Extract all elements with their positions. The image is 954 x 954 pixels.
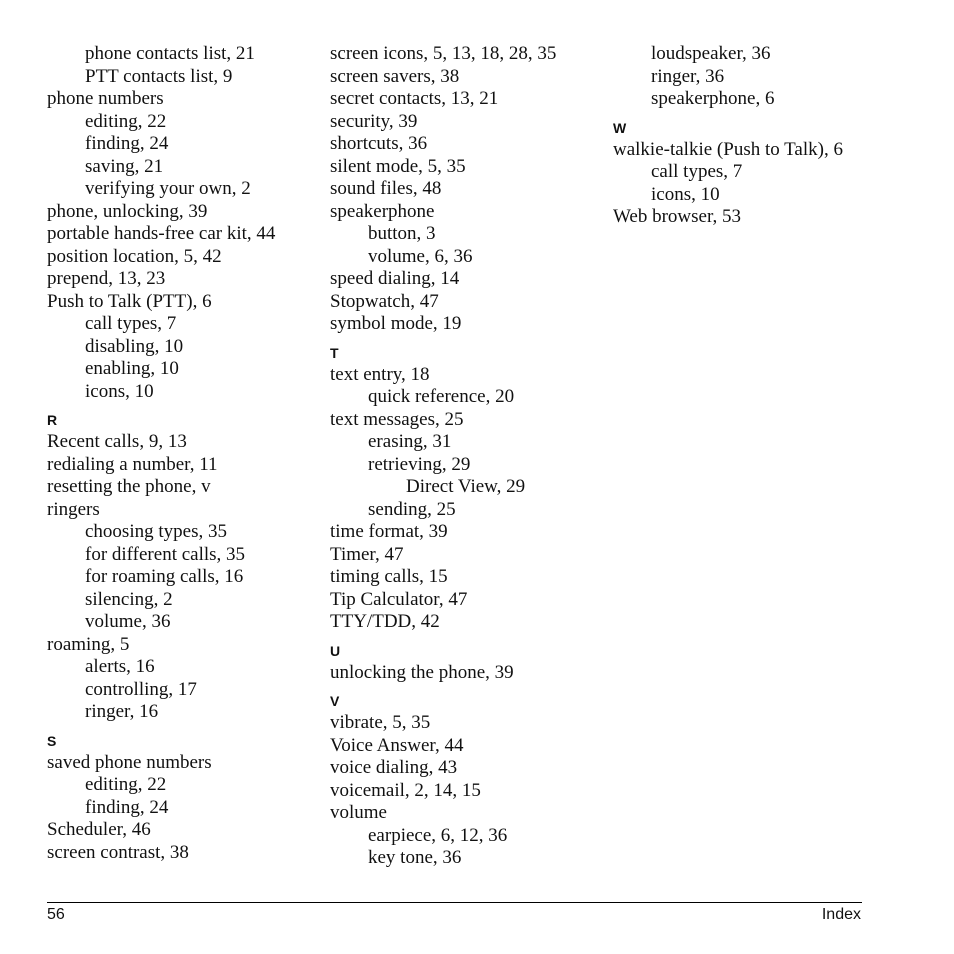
index-subentry: editing, 22 [85,774,167,795]
index-entry: resetting the phone, v [47,476,211,497]
index-subentry: editing, 22 [85,110,167,132]
index-subentry: finding, 24 [85,133,169,154]
index-entry: unlocking the phone, 39 [330,661,514,683]
index-letter-heading: U [330,642,341,659]
index-entry: speed dialing, 14 [330,268,460,289]
index-entry: saved phone numbers [47,751,212,773]
index-entry: volume [330,802,387,823]
index-entry: text entry, 18 [330,363,430,385]
index-entry: position location, 5, 42 [47,245,222,267]
index-letter-heading: S [47,732,57,749]
index-entry: phone numbers [47,88,164,109]
page-number: 56 [47,906,65,923]
index-entry: redialing a number, 11 [47,453,218,475]
index-subentry: saving, 21 [85,155,164,177]
index-subentry: loudspeaker, 36 [651,43,771,64]
index-entry: timing calls, 15 [330,566,448,587]
index-entry: voice dialing, 43 [330,757,458,778]
index-entry: shortcuts, 36 [330,133,428,154]
index-entry: time format, 39 [330,521,448,542]
index-entry: text messages, 25 [330,408,464,430]
index-entry: Stopwatch, 47 [330,290,439,312]
index-subentry: icons, 10 [85,380,154,402]
index-subentry: ringer, 16 [85,701,159,722]
index-entry: roaming, 5 [47,633,130,655]
index-entry: Tip Calculator, 47 [330,588,468,610]
index-entry: silent mode, 5, 35 [330,155,466,177]
index-subentry: ringer, 36 [651,65,725,87]
footer-rule [47,902,862,903]
index-subentry: controlling, 17 [85,678,197,700]
index-entry: TTY/TDD, 42 [330,611,440,632]
index-column-2 [330,43,600,870]
index-subentry: call types, 7 [651,161,743,182]
index-entry: walkie-talkie (Push to Talk), 6 [613,138,843,160]
index-entry: vibrate, 5, 35 [330,712,431,733]
index-subentry: disabling, 10 [85,335,184,357]
index-entry: sound files, 48 [330,178,442,199]
index-entry: Push to Talk (PTT), 6 [47,290,212,312]
index-subentry: earpiece, 6, 12, 36 [368,824,508,846]
index-subentry: icons, 10 [651,183,720,205]
index-subentry: quick reference, 20 [368,386,515,407]
index-subentry: sending, 25 [368,498,456,520]
index-subentry: for different calls, 35 [85,543,246,565]
index-entry: Timer, 47 [330,543,404,565]
index-entry: screen icons, 5, 13, 18, 28, 35 [330,43,557,64]
index-entry: secret contacts, 13, 21 [330,88,499,109]
index-entry: prepend, 13, 23 [47,268,166,289]
index-entry: Voice Answer, 44 [330,734,464,756]
index-subentry: PTT contacts list, 9 [85,65,233,87]
index-letter-heading: R [47,412,58,428]
index-entry: screen savers, 38 [330,65,460,87]
index-entry: Recent calls, 9, 13 [47,431,187,452]
index-subentry: volume, 6, 36 [368,245,473,267]
index-entry: speakerphone [330,200,435,222]
index-subentry: silencing, 2 [85,588,173,610]
index-letter-heading: T [330,344,339,361]
index-subentry: speakerphone, 6 [651,88,775,109]
index-entry: portable hands-free car kit, 44 [47,223,276,244]
index-subentry: choosing types, 35 [85,521,227,542]
index-entry: screen contrast, 38 [47,841,189,863]
index-subentry: phone contacts list, 21 [85,43,255,64]
index-subentry: for roaming calls, 16 [85,566,244,587]
index-entry: ringers [47,498,100,520]
index-subentry: verifying your own, 2 [85,178,251,199]
index-letter-heading: V [330,693,340,709]
index-subentry: alerts, 16 [85,656,155,677]
index-entry: phone, unlocking, 39 [47,200,208,222]
index-column-3 [613,43,883,229]
index-entry: security, 39 [330,110,418,132]
section-name: Index [821,906,861,923]
index-subentry: retrieving, 29 [368,453,471,475]
index-subentry: key tone, 36 [368,847,462,868]
index-entry: symbol mode, 19 [330,313,462,334]
index-subentry: button, 3 [368,223,436,244]
index-subentry: Direct View, 29 [406,476,526,497]
index-entry: Scheduler, 46 [47,819,151,840]
index-entry: voicemail, 2, 14, 15 [330,779,481,801]
index-subentry: volume, 36 [85,611,171,632]
index-letter-heading: W [613,119,627,136]
index-subentry: erasing, 31 [368,431,452,452]
index-subentry: enabling, 10 [85,358,179,379]
index-entry: Web browser, 53 [613,206,742,227]
index-column-1 [47,43,317,864]
index-subentry: finding, 24 [85,796,169,818]
index-subentry: call types, 7 [85,313,177,334]
